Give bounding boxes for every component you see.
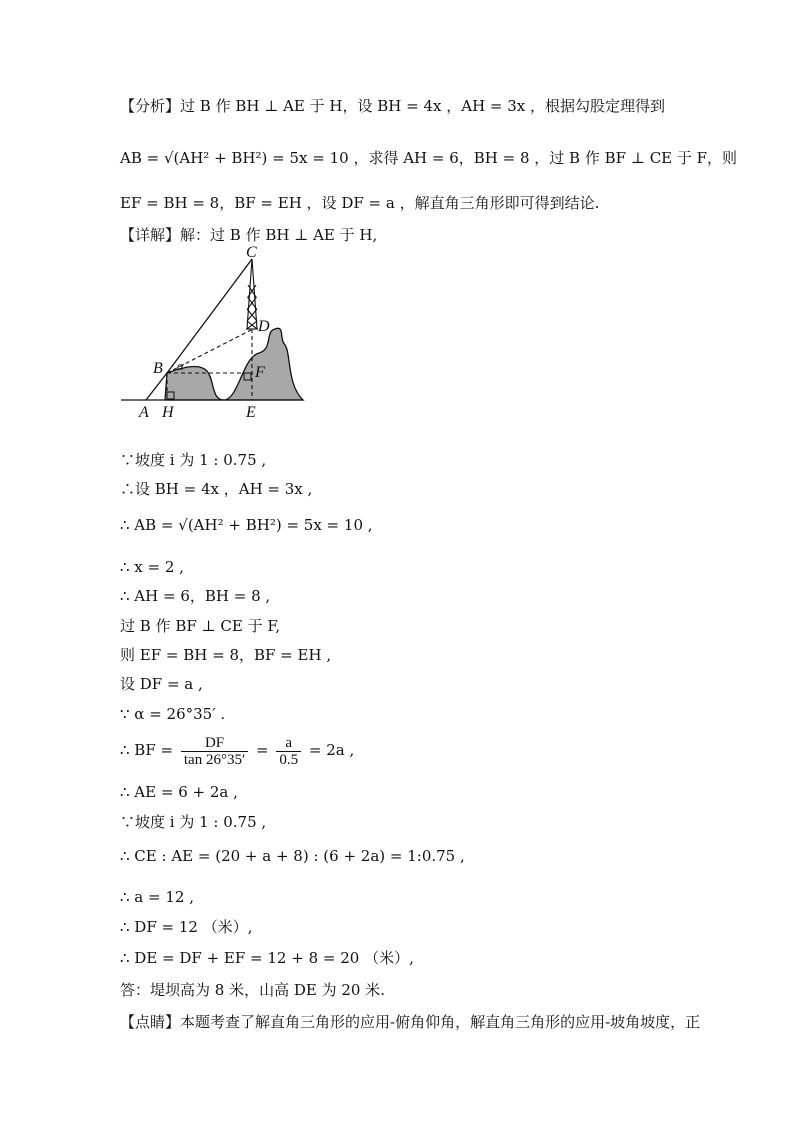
step-12: ∵坡度 i 为 1 : 0.75 , <box>120 813 267 831</box>
step-3: ∴ AB = √(AH² + BH²) = 5x = 10 , <box>120 516 373 534</box>
fraction-1-numerator: DF <box>181 735 248 752</box>
step-11: ∴ AE = 6 + 2a , <box>120 783 238 801</box>
step-6: 过 B 作 BF ⊥ CE 于 F, <box>120 617 281 635</box>
geometry-figure <box>115 245 315 425</box>
analysis-tag: 【分析】 <box>120 97 181 115</box>
label-b: B <box>153 360 163 377</box>
label-e: E <box>246 404 256 421</box>
step-2: ∴设 BH = 4x ，AH = 3x , <box>120 480 313 498</box>
label-f: F <box>255 364 265 381</box>
step-13: ∴ CE : AE = (20 + a + 8) : (6 + 2a) = 1:0.75 , <box>120 847 465 865</box>
detail-line <box>120 225 377 245</box>
line-bc <box>167 259 252 373</box>
tower <box>246 259 258 329</box>
step-15: ∴ DF = 12 （米）, <box>120 918 253 936</box>
step-16: ∴ DE = DF + EF = 12 + 8 = 20 （米）, <box>120 949 414 967</box>
step-17: 答：堤坝高为 8 米，山高 DE 为 20 米. <box>120 981 385 999</box>
label-h: H <box>162 404 174 421</box>
slope-ab <box>146 373 167 400</box>
fraction-2-denominator: 0.5 <box>279 751 299 768</box>
step-14: ∴ a = 12 , <box>120 888 194 906</box>
label-alpha: α <box>177 358 184 373</box>
fraction-2-numerator: a <box>276 735 301 752</box>
analysis-line-1 <box>120 96 665 116</box>
step-4: ∴ x = 2 , <box>120 558 184 576</box>
analysis-text-1: 过 B 作 BH ⊥ AE 于 H，设 BH = 4x ，AH = 3x ，根据勾股定理得到 <box>180 97 666 115</box>
comment-text: 本题考查了解直角三角形的应用-俯角仰角，解直角三角形的应用-坡角坡度，正 <box>180 1013 701 1031</box>
analysis-line-2: AB = √(AH² + BH²) = 5x = 10 ，求得 AH = 6，BH = 8 ，过 B 作 BF ⊥ CE 于 F，则 <box>120 149 738 167</box>
detail-tag: 【详解】 <box>120 226 181 244</box>
step-9: ∵ α = 26°35′ . <box>120 705 226 723</box>
step-1: ∵坡度 i 为 1 : 0.75 , <box>120 451 267 469</box>
fraction-1-denominator: tan 26°35′ <box>183 751 246 768</box>
comment-line <box>120 1012 700 1032</box>
label-d: D <box>258 318 270 335</box>
step-10-post: = 2a , <box>308 741 355 759</box>
fraction-a-half <box>276 735 301 768</box>
step-10 <box>120 730 354 770</box>
comment-tag: 【点睛】 <box>120 1013 181 1031</box>
fraction-df-tan <box>181 735 248 768</box>
analysis-line-3: EF = BH = 8，BF = EH ，设 DF = a ，解直角三角形即可得到结论. <box>120 194 600 212</box>
step-5: ∴ AH = 6，BH = 8 , <box>120 587 271 605</box>
label-c: C <box>246 245 257 261</box>
step-7: 则 EF = BH = 8，BF = EH , <box>120 646 332 664</box>
step-8: 设 DF = a , <box>120 675 203 693</box>
step-10-pre: ∴ BF = <box>120 741 174 759</box>
equals-sign: = <box>256 741 269 759</box>
detail-intro: 解：过 B 作 BH ⊥ AE 于 H, <box>180 226 378 244</box>
label-a: A <box>139 404 149 421</box>
mountain-shape <box>165 328 303 400</box>
